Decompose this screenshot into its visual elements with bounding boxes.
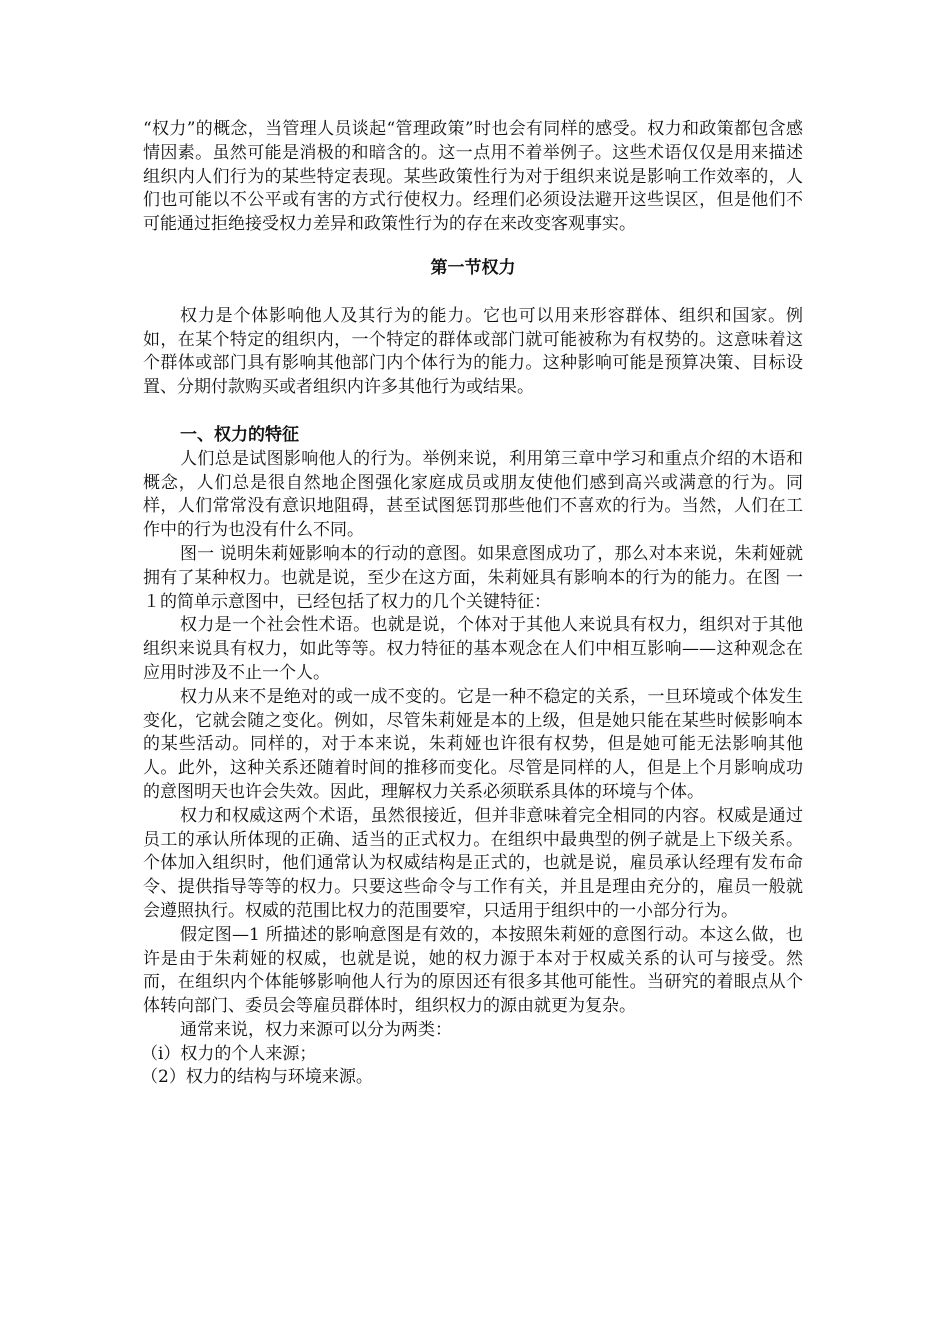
spacer (143, 281, 803, 305)
section-title: 第一节权力 (430, 257, 516, 278)
body-paragraph: 权力是一个社会性术语。也就是说，个体对于其他人来说具有权力，组织对于其他组织来说具有权力，如此等等。权力特征的基本观念在人们中相互影响——这种观念在应用时涉及不止一个人。 (143, 615, 803, 683)
body-paragraph: 权力从来不是绝对的或一成不变的。它是一种不稳定的关系，一旦环境或个体发生变化，它就会随之变化。例如，尽管朱莉娅是本的上级，但是她只能在某些时候影响本的某些活动。同样的，对于本来说，朱莉娅也许很有权势，但是她可能无法影响其他人。此外，这种关系还随着时间的推移而变化。尽管是同样的人，但是上个月影响成功的意图明天也许会失效。因此，理解权力关系必须联系具体的环境与个体。 (143, 686, 803, 802)
section-paragraph: 权力是个体影响他人及其行为的能力。它也可以用来形容群体、组织和国家。例如，在某个特定的组织内，一个特定的群体或部门就可能被称为有权势的。这意味着这个群体或部门具有影响其他部门内个体行为的能力。这种影响可能是预算决策、目标设置、分期付款购买或者组织内许多其他行为或结果。 (143, 305, 803, 398)
document-page (143, 118, 803, 1090)
subsection-heading: 一、权力的特征 (180, 424, 299, 445)
list-item: （2）权力的结构与环境来源。 (141, 1067, 373, 1088)
body-paragraph: 假定图—1 所描述的影响意图是有效的，本按照朱莉娅的意图行动。本这么做，也许是由于朱莉娅的权威，也就是说，她的权力源于本对于权威关系的认可与接受。然而，在组织内个体能够影响他人行为的原因还有很多其他可能性。当研究的着眼点从个体转向部门、委员会等雇员群体时，组织权力的源由就更为复杂。 (143, 924, 803, 1017)
body-paragraph: 人们总是试图影响他人的行为。举例来说，利用第三章中学习和重点介绍的木语和概念，人们总是很自然地企图强化家庭成员或朋友使他们感到高兴或满意的行为。同样，人们常常没有意识地阻碍，甚至试图惩罚那些他们不喜欢的行为。当然，人们在工作中的行为也没有什么不同。 (143, 448, 803, 541)
spacer (143, 400, 803, 424)
body-paragraph: 权力和权威这两个术语，虽然很接近，但并非意味着完全相同的内容。权威是通过员工的承认所体现的正确、适当的正式权力。在组织中最典型的例子就是上下级关系。个体加入组织时，他们通常认为权威结构是正式的，也就是说，雇员承认经理有发布命令、提供指导等等的权力。只要这些命令与工作有关，并且是理由充分的，雇员一般就会遵照执行。权威的范围比权力的范围要窄，只适用于组织中的一小部分行为。 (143, 805, 803, 921)
list-item: （i）权力的个人来源； (141, 1043, 317, 1064)
spacer (143, 237, 803, 257)
body-paragraph: 图一 说明朱莉娅影响本的行动的意图。如果意图成功了，那么对本来说，朱莉娅就拥有了某种权力。也就是说，至少在这方面，朱莉娅具有影响本的行为的能力。在图 一１的简单示意图中，已经包括了权力的几个关键特征： (143, 543, 803, 612)
intro-paragraph: “权力”的概念，当管理人员谈起“管理政策”时也会有同样的感受。权力和政策都包含感情因素。虽然可能是消极的和暗含的。这一点用不着举例子。这些术语仅仅是用来描述组织内人们行为的某些特定表现。某些政策性行为对于组织来说是影响工作效率的，人们也可能以不公平或有害的方式行使权力。经理们必须设法避开这些误区，但是他们不可能通过拒绝接受权力差异和政策性行为的存在来改变客观事实。 (143, 119, 803, 235)
body-paragraph: 通常来说，权力来源可以分为两类： (180, 1019, 452, 1040)
